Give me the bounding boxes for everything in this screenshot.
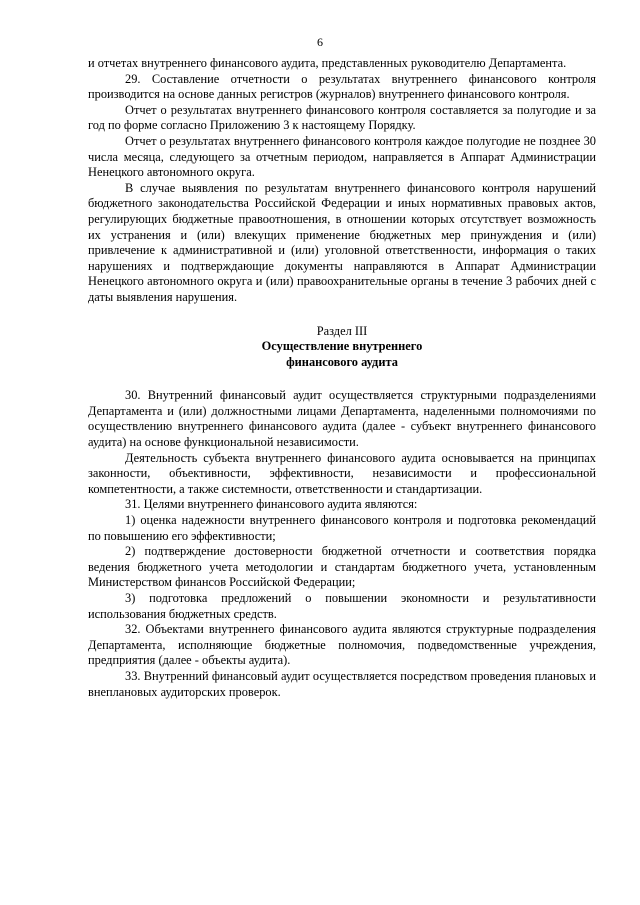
paragraph-item-32: 32. Объектами внутреннего финансового аудита являются структурные подразделения Департамента, исполняющие бюджетные полномочия, подведомственные учреждения, предприятия (далее - объекты аудита).	[88, 622, 596, 668]
paragraph-item-33: 33. Внутренний финансовый аудит осуществляется посредством проведения плановых и внеплановых аудиторских проверок.	[88, 668, 596, 699]
paragraph-goal-1: 1) оценка надежности внутреннего финансового контроля и подготовка рекомендаций по повышению его эффективности;	[88, 513, 596, 543]
document-body	[88, 56, 596, 700]
paragraph-item-29: 29. Составление отчетности о результатах внутреннего финансового контроля производится на основе данных регистров (журналов) внутреннего финансового контроля.	[88, 71, 596, 102]
page-number: 6	[317, 35, 323, 49]
paragraph-goal-3: 3) подготовка предложений о повышении экономности и результативности использования бюджетных средств.	[88, 591, 596, 621]
paragraph-item-31: 31. Целями внутреннего финансового аудита являются:	[125, 497, 418, 512]
section-heading	[88, 324, 596, 371]
section-title-line-2: финансового аудита	[286, 354, 398, 369]
section-label: Раздел III	[316, 323, 368, 338]
paragraph-report-deadline: Отчет о результатах внутреннего финансового контроля каждое полугодие не позднее 30 числа месяца, следующего за отчетным периодом, направляется в Аппарат Администрации Ненецкого автономного округа.	[88, 133, 596, 180]
section-title-line-1: Осуществление внутреннего	[261, 339, 423, 354]
paragraph-continuation: и отчетах внутреннего финансового аудита, представленных руководителю Департамента.	[88, 56, 567, 70]
paragraph-principles: Деятельность субъекта внутреннего финансового аудита основывается на принципах законности, объективности, эффективности, независимости и профессиональной компетентности, а также системности, ответственности и стандартизации.	[88, 450, 596, 496]
paragraph-report-periods: Отчет о результатах внутреннего финансового контроля составляется за полугодие и за год по форме согласно Приложению 3 к настоящему Порядку.	[88, 102, 596, 133]
paragraph-goal-2: 2) подтверждение достоверности бюджетной отчетности и соответствия порядка ведения бюджетного учета методологии и стандартам бюджетного учета, установленным Министерством финансов Российской Федерации;	[88, 544, 596, 590]
paragraph-violations: В случае выявления по результатам внутреннего финансового контроля нарушений бюджетного законодательства Российской Федерации и иных нормативных правовых актов, регулирующих бюджетные правоотношения, в отношении которых отсутствует возможность их устранения и (или) влекущих применение бюджетных мер принуждения и (или) привлечение к административной и (или) уголовной ответственности, информация о таких нарушениях и подтверждающие документы направляются в Аппарат Администрации Ненецкого автономного округа и (или) правоохранительные органы в течение 3 рабочих дней с даты выявления нарушения.	[88, 180, 596, 304]
paragraph-item-30: 30. Внутренний финансовый аудит осуществляется структурными подразделениями Департамента и (или) должностными лицами Департамента, наделенными полномочиями по осуществлению внутреннего финансового аудита (далее - субъект внутреннего финансового аудита) на основе функциональной независимости.	[88, 388, 596, 450]
